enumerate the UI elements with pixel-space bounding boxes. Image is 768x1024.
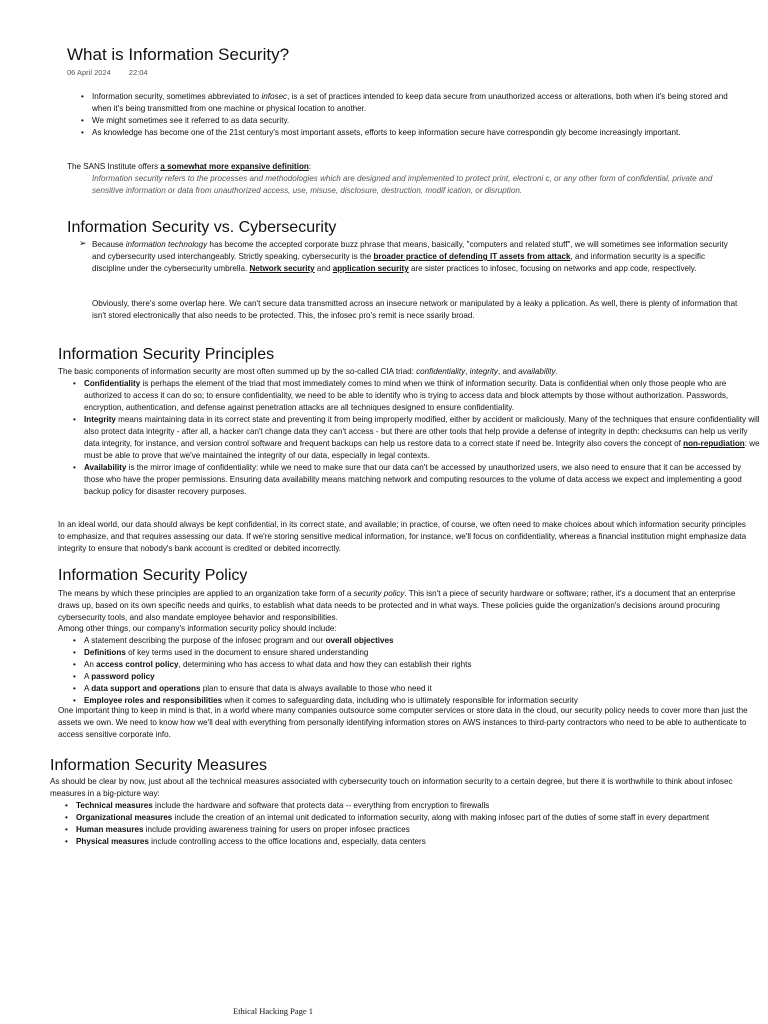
list-item xyxy=(73,659,744,671)
term: Availability xyxy=(84,463,127,472)
non-repudiation-link[interactable]: non-repudiation xyxy=(683,439,745,448)
list-item xyxy=(73,671,744,683)
principles-intro xyxy=(58,366,738,378)
text: include the hardware and software that protects data -- everything from encryption to firewalls xyxy=(152,801,490,810)
bullet-icon: • xyxy=(81,92,84,101)
text: . xyxy=(555,367,558,376)
text: infosec xyxy=(261,92,288,101)
text: Because xyxy=(92,240,126,249)
bullet-icon: • xyxy=(65,801,68,810)
page-title: What is Information Security? xyxy=(67,45,290,64)
term: Employee roles and responsibilities xyxy=(84,696,223,705)
intro-list xyxy=(81,91,732,139)
term: access control policy xyxy=(96,660,179,669)
list-item xyxy=(65,812,748,824)
bullet-icon: • xyxy=(73,660,76,669)
policy-paragraph-2: Among other things, our company's information security policy should include: xyxy=(58,624,337,633)
bullet-icon: • xyxy=(81,116,84,125)
bullet-icon: • xyxy=(73,648,76,657)
date-text: 06 April 2024 xyxy=(67,68,111,77)
text: security policy xyxy=(353,589,405,598)
term: Integrity xyxy=(84,415,116,424)
bullet-icon: • xyxy=(73,672,76,681)
bullet-icon: • xyxy=(65,813,68,822)
vs-paragraph-2: Obviously, there's some overlap here. We can't secure data transmitted across an insecure network or manipulated by a leaky a pplication. As well, there is plenty of information that isn't stored electronically that also needs to be protected. This, the infosec pro's remit is nece ssarily broad. xyxy=(92,299,738,320)
network-security-link[interactable]: Network security xyxy=(249,264,315,273)
text: , and xyxy=(497,367,519,376)
text: A xyxy=(84,684,92,693)
term: Technical measures xyxy=(76,801,153,810)
text: A statement describing the purpose of the infosec program and our xyxy=(84,636,326,645)
policy-paragraph-1 xyxy=(58,588,758,624)
text: , xyxy=(465,367,470,376)
text: , determining who has access to what data and how they can establish their rights xyxy=(178,660,472,669)
term: Organizational measures xyxy=(76,813,173,822)
broader-practice-link[interactable]: broader practice of defending IT assets from attack xyxy=(373,252,571,261)
text: As knowledge has become one of the 21st century's most important assets, efforts to keep information secure have correspondin gly become increasingly important. xyxy=(92,128,681,137)
text: : xyxy=(308,162,312,171)
bullet-icon: • xyxy=(73,684,76,693)
bullet-icon: • xyxy=(73,463,76,472)
term: data support and operations xyxy=(91,684,201,693)
principles-outro: In an ideal world, our data should always be kept confidential, in its correct state, and available; in practice, of course, we often need to make choices about which information security principles to emphasize, and that requires assessing our data. If we're storing sensitive medical information, for instance, we'll focus on confidentiality, whereas a financial institution might emphasize data integrity to ensure that nobody's bank account is credited or debited incorrectly. xyxy=(58,520,747,553)
term: Definitions xyxy=(84,648,126,657)
text: , and information security is a specific discipline under the cybersecurity umbrella. xyxy=(92,252,705,273)
text: The basic components of information security are most often summed up by the so-called CIA triad: xyxy=(58,367,417,376)
term: overall objectives xyxy=(325,636,394,645)
text: include controlling access to the office locations and, especially, data centers xyxy=(148,837,426,846)
term: Physical measures xyxy=(76,837,149,846)
bullet-icon: • xyxy=(73,415,76,424)
bullet-icon: • xyxy=(73,379,76,388)
text: information technology xyxy=(125,240,208,249)
application-security-link[interactable]: application security xyxy=(332,264,409,273)
text: when it comes to safeguarding data, including who is ultimately responsible for information security xyxy=(222,696,578,705)
text: , is a set of practices intended to keep data secure from unauthorized access or alterations, both when it's being stored and when it's being transmitted from one machine or physical location to another. xyxy=(92,92,728,113)
list-item xyxy=(65,824,748,836)
list-item xyxy=(73,635,744,647)
policy-paragraph-3: One important thing to keep in mind is that, in a world where many companies outsource some computer services or store data in the cloud, our security policy needs to cover more than just the assets we own. We need to know how we'll deal with everything from personally identifying information stores on AWS instances to third-party contractors who need to be able to authenticate to access sensitive corporate info. xyxy=(58,706,748,739)
list-item xyxy=(73,462,760,498)
principles-list xyxy=(73,378,760,498)
text: is the mirror image of confidentiality: while we need to make sure that our data can't be accessed by unauthorized users, we also need to ensure that it can be accessed by those who have the proper permissions. Ensuring data availability means matching network and computing resources to the volume of data access we expect and implementing a good backup policy for disaster recovery purposes. xyxy=(84,463,742,496)
bullet-icon: • xyxy=(65,837,68,846)
measures-intro: As should be clear by now, just about all the technical measures associated with cybersecurity touch on information security to a certain degree, but there it is worthwhile to think about infosec measures in a big-picture way: xyxy=(50,777,733,798)
bullet-icon: • xyxy=(73,636,76,645)
bullet-icon: • xyxy=(65,825,68,834)
text: is perhaps the element of the triad that most immediately comes to mind when we think of information security. Data is confidential when only those people who are authorized to access it can do so; to ensure confidentiality, we need to be able to identify who is trying to access data and block attempts by those without authorization. Passwords, encryption, authentication, and defense against penetration attacks are all techniques designed to ensure confidentiality. xyxy=(84,379,729,412)
bullet-icon: • xyxy=(81,128,84,137)
term: password policy xyxy=(91,672,155,681)
list-item xyxy=(81,115,732,127)
list-item xyxy=(73,647,744,659)
text: means maintaining data in its correct state and preventing it from being improperly modified, either by accident or maliciously. Many of the techniques that ensure confidentiality will also protect data integrity - after all, a hacker can't change data they can't access - but there are other tools that help provide a defense of integrity in depth: checksums can help us verify data integrity, for instance, and version control software and frequent backups can help us restore data to a correct state if need be. Integrity also covers the concept of xyxy=(84,415,760,448)
list-item xyxy=(73,378,760,414)
text: . This isn't a piece of security hardware or software; rather, it's a document that an enterprise draws up, based on its own specific needs and quirks, to establish what data needs to be protected and in what ways. These policies guide the organization's decisions around procuring cybersecurity tools, and also mandate employee behavior and responsibilities. xyxy=(58,589,736,622)
page-date xyxy=(67,68,166,77)
text: plan to ensure that data is always available to those who need it xyxy=(200,684,432,693)
text: The SANS Institute offers xyxy=(67,162,161,171)
list-item xyxy=(65,836,748,848)
sans-paragraph xyxy=(67,161,727,173)
text: An xyxy=(84,660,97,669)
text: are sister practices to infosec, focusing on networks and app code, respectively. xyxy=(408,264,697,273)
text: Information security, sometimes abbreviated to xyxy=(92,92,262,101)
list-item xyxy=(65,800,748,812)
text: We might sometimes see it referred to as data security. xyxy=(92,116,290,125)
list-item xyxy=(81,91,732,115)
text: integrity xyxy=(469,367,498,376)
text: A xyxy=(84,672,92,681)
measures-list xyxy=(65,800,748,848)
definition-link[interactable]: a somewhat more expansive definition xyxy=(160,162,309,171)
text: and xyxy=(314,264,333,273)
policy-list xyxy=(73,635,744,707)
bullet-icon: • xyxy=(73,696,76,705)
time-text: 22:04 xyxy=(128,68,148,77)
term: Human measures xyxy=(76,825,144,834)
section-heading: Information Security Measures xyxy=(50,757,267,774)
text: include providing awareness training for users on proper infosec practices xyxy=(143,825,410,834)
section-heading: Information Security Principles xyxy=(58,346,275,363)
vs-paragraph-1 xyxy=(92,239,737,275)
text: has become the accepted corporate buzz phrase that means, basically, "computers and related stuff", we will sometimes see information security and cybersecurity used interchangeably. Strictly speaking, cybersecurity is the xyxy=(92,240,728,261)
page-footer: Ethical Hacking Page 1 xyxy=(233,1006,314,1016)
text: of key terms used in the document to ensure shared understanding xyxy=(125,648,369,657)
list-item xyxy=(73,414,760,462)
section-heading: Information Security vs. Cybersecurity xyxy=(67,219,337,236)
text: : we must be able to prove that we've maintained the integrity of our data, especially in legal contexts. xyxy=(84,439,760,460)
text: availability xyxy=(518,367,556,376)
text: The means by which these principles are applied to an organization take form of a xyxy=(58,589,354,598)
list-item xyxy=(81,127,732,139)
section-heading: Information Security Policy xyxy=(58,567,248,584)
quote: Information security refers to the processes and methodologies which are designed and implemented to protect print, electroni c, or any other form of confidential, private and sensitive information or data from unauthorized access, use, misuse, disclosure, destruction, modif ication, or disruption. xyxy=(92,174,713,195)
text: include the creation of an internal unit dedicated to information security, along with making infosec part of the duties of some staff in every department xyxy=(172,813,710,822)
list-item xyxy=(73,683,744,695)
text: confidentiality xyxy=(416,367,466,376)
term: Confidentiality xyxy=(84,379,141,388)
arrow-bullet-icon: ➢ xyxy=(79,238,87,248)
